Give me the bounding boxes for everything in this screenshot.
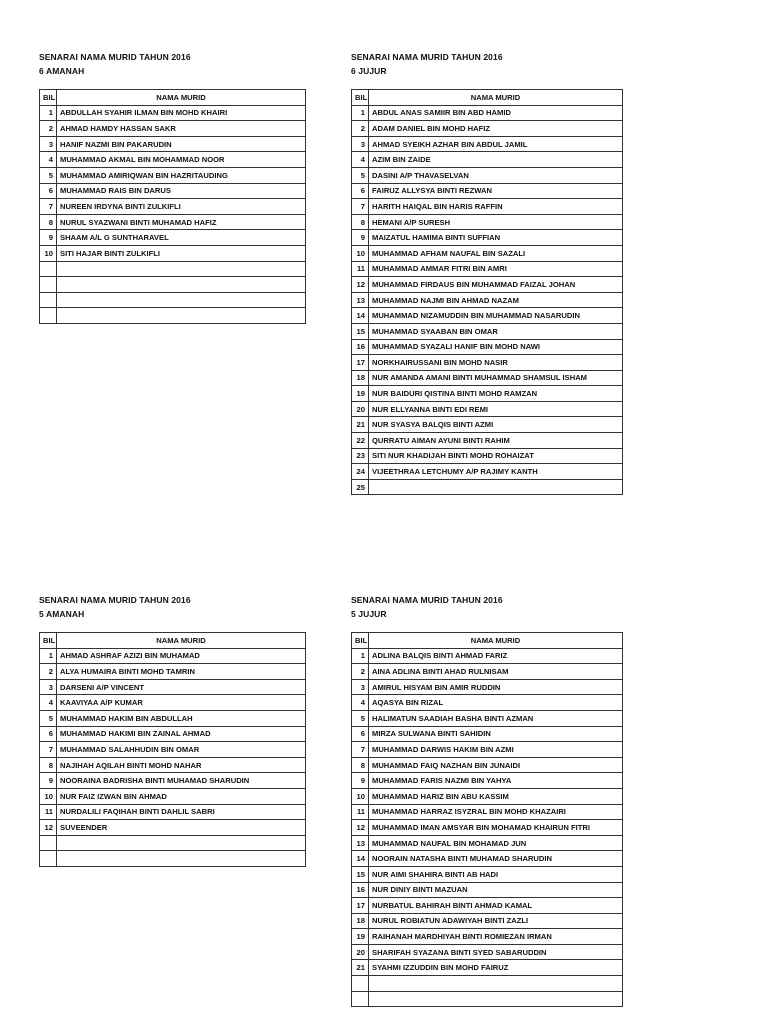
student-name: NUREEN IRDYNA BINTI ZULKIFLI: [57, 199, 306, 215]
table-header: [352, 633, 623, 649]
student-name: RAIHANAH MARDHIYAH BINTI ROMIEZAN IRMAN: [369, 929, 623, 945]
table-row: [40, 121, 306, 137]
student-name: MUHAMMAD FARIS NAZMI BIN YAHYA: [369, 773, 623, 789]
table-row: [352, 417, 623, 433]
row-number: 7: [40, 199, 57, 215]
table-row: [352, 991, 623, 1007]
row-number: 4: [40, 152, 57, 168]
table-row: [40, 773, 306, 789]
table-row: [352, 183, 623, 199]
table-row: [40, 152, 306, 168]
row-number: 3: [352, 679, 369, 695]
table-row: [352, 757, 623, 773]
student-name: SHAAM A/L G SUNTHARAVEL: [57, 230, 306, 246]
table-row: [352, 835, 623, 851]
table-row: [352, 866, 623, 882]
student-name: SHARIFAH SYAZANA BINTI SYED SABARUDDIN: [369, 944, 623, 960]
table-row: [352, 339, 623, 355]
student-name: AINA ADLINA BINTI AHAD RULNISAM: [369, 664, 623, 680]
header-nama-murid: NAMA MURID: [57, 633, 306, 649]
student-name: NOORAIN NATASHA BINTI MUHAMAD SHARUDIN: [369, 851, 623, 867]
table-row: [40, 742, 306, 758]
row-number: 18: [352, 370, 369, 386]
student-name: MUHAMMAD FAIQ NAZHAN BIN JUNAIDI: [369, 757, 623, 773]
table-row: [40, 308, 306, 324]
row-number: 8: [352, 214, 369, 230]
table-row: [352, 308, 623, 324]
table-row: [352, 726, 623, 742]
table-row: [352, 323, 623, 339]
student-name: MUHAMMAD SALAHHUDIN BIN OMAR: [57, 742, 306, 758]
row-number: 5: [40, 710, 57, 726]
document-title: SENARAI NAMA MURID TAHUN 2016: [351, 52, 503, 62]
table-row: [40, 664, 306, 680]
row-number: 21: [352, 960, 369, 976]
class-name: 6 JUJUR: [351, 66, 387, 76]
student-name: NURBATUL BAHIRAH BINTI AHMAD KAMAL: [369, 898, 623, 914]
row-number: 1: [40, 105, 57, 121]
student-name: NUR DINIY BINTI MAZUAN: [369, 882, 623, 898]
student-name: NURUL SYAZWANI BINTI MUHAMAD HAFIZ: [57, 214, 306, 230]
table-row: [352, 199, 623, 215]
table-header: [352, 90, 623, 106]
row-number: 17: [352, 898, 369, 914]
student-name: SUVEENDER: [57, 820, 306, 836]
row-number: 1: [352, 105, 369, 121]
row-number: 25: [352, 479, 369, 495]
table-row: [352, 292, 623, 308]
table-row: [352, 773, 623, 789]
table-row: [40, 167, 306, 183]
table-row: [352, 648, 623, 664]
student-name: NURUL ROBIATUN ADAWIYAH BINTI ZAZLI: [369, 913, 623, 929]
table-row: [40, 851, 306, 867]
table-row: [352, 261, 623, 277]
row-number: 7: [352, 742, 369, 758]
row-number: 15: [352, 323, 369, 339]
document-title: SENARAI NAMA MURID TAHUN 2016: [39, 52, 191, 62]
student-name: [57, 261, 306, 277]
document-title: SENARAI NAMA MURID TAHUN 2016: [351, 595, 503, 605]
table-row: [352, 277, 623, 293]
row-number: 2: [352, 664, 369, 680]
student-name: AHMAD ASHRAF AZIZI BIN MUHAMAD: [57, 648, 306, 664]
row-number: 7: [352, 199, 369, 215]
row-number: 8: [40, 214, 57, 230]
row-number: 16: [352, 339, 369, 355]
student-name: NUR FAIZ IZWAN BIN AHMAD: [57, 788, 306, 804]
table-row: [40, 835, 306, 851]
row-number: 5: [40, 167, 57, 183]
table-row: [40, 183, 306, 199]
row-number: [40, 835, 57, 851]
student-name: MAIZATUL HAMIMA BINTI SUFFIAN: [369, 230, 623, 246]
student-name: AHMAD SYEIKH AZHAR BIN ABDUL JAMIL: [369, 136, 623, 152]
student-name: KAAVIYAA A/P KUMAR: [57, 695, 306, 711]
row-number: 16: [352, 882, 369, 898]
row-number: 22: [352, 433, 369, 449]
table-row: [352, 664, 623, 680]
row-number: [40, 292, 57, 308]
student-name: AMIRUL HISYAM BIN AMIR RUDDIN: [369, 679, 623, 695]
student-name: MUHAMMAD AKMAL BIN MOHAMMAD NOOR: [57, 152, 306, 168]
row-number: 10: [40, 788, 57, 804]
student-name: HARITH HAIQAL BIN HARIS RAFFIN: [369, 199, 623, 215]
row-number: 12: [352, 277, 369, 293]
row-number: 3: [352, 136, 369, 152]
table-row: [352, 152, 623, 168]
student-name: NUR AIMI SHAHIRA BINTI AB HADI: [369, 866, 623, 882]
student-name: QURRATU AIMAN AYUNI BINTI RAHIM: [369, 433, 623, 449]
table-row: [40, 261, 306, 277]
table-row: [352, 804, 623, 820]
table-row: [352, 851, 623, 867]
row-number: 4: [40, 695, 57, 711]
row-number: 23: [352, 448, 369, 464]
row-number: [40, 261, 57, 277]
student-name: ALYA HUMAIRA BINTI MOHD TAMRIN: [57, 664, 306, 680]
row-number: 10: [352, 788, 369, 804]
student-name: HANIF NAZMI BIN PAKARUDIN: [57, 136, 306, 152]
table-row: [352, 370, 623, 386]
student-name: NAJIHAH AQILAH BINTI MOHD NAHAR: [57, 757, 306, 773]
list-5-amanah: [39, 593, 306, 867]
row-number: 14: [352, 308, 369, 324]
student-name: MUHAMMAD HARRAZ ISYZRAL BIN MOHD KHAZAIRI: [369, 804, 623, 820]
student-table: [351, 89, 623, 495]
student-name: MUHAMMAD SYAZALI HANIF BIN MOHD NAWI: [369, 339, 623, 355]
row-number: 9: [40, 230, 57, 246]
row-number: 19: [352, 929, 369, 945]
table-row: [40, 820, 306, 836]
row-number: [352, 976, 369, 992]
table-row: [40, 136, 306, 152]
student-name: MUHAMMAD AMMAR FITRI BIN AMRI: [369, 261, 623, 277]
table-row: [352, 976, 623, 992]
row-number: 5: [352, 710, 369, 726]
student-name: NUR ELLYANNA BINTI EDI REMI: [369, 401, 623, 417]
row-number: 4: [352, 695, 369, 711]
table-row: [352, 913, 623, 929]
row-number: [40, 851, 57, 867]
student-name: MIRZA SULWANA BINTI SAHIDIN: [369, 726, 623, 742]
student-name: SITI NUR KHADIJAH BINTI MOHD ROHAIZAT: [369, 448, 623, 464]
table-row: [352, 820, 623, 836]
row-number: 9: [40, 773, 57, 789]
student-name: SYAHMI IZZUDDIN BIN MOHD FAIRUZ: [369, 960, 623, 976]
table-row: [352, 386, 623, 402]
student-name: MUHAMMAD RAIS BIN DARUS: [57, 183, 306, 199]
table-row: [40, 230, 306, 246]
row-number: 3: [40, 136, 57, 152]
row-number: 5: [352, 167, 369, 183]
row-number: 6: [352, 726, 369, 742]
row-number: 1: [352, 648, 369, 664]
table-row: [352, 245, 623, 261]
row-number: 17: [352, 355, 369, 371]
row-number: 6: [352, 183, 369, 199]
table-header: [40, 90, 306, 106]
row-number: [40, 277, 57, 293]
row-number: 2: [40, 121, 57, 137]
table-row: [40, 726, 306, 742]
row-number: 8: [352, 757, 369, 773]
header-bil: BIL: [40, 90, 57, 106]
table-row: [352, 479, 623, 495]
student-name: DASINI A/P THAVASELVAN: [369, 167, 623, 183]
row-number: 11: [352, 804, 369, 820]
table-row: [352, 898, 623, 914]
row-number: 8: [40, 757, 57, 773]
table-row: [352, 167, 623, 183]
row-number: 18: [352, 913, 369, 929]
class-name: 6 AMANAH: [39, 66, 85, 76]
student-name: NUR SYASYA BALQIS BINTI AZMI: [369, 417, 623, 433]
list-6-jujur: [351, 50, 623, 495]
table-row: [352, 710, 623, 726]
table-row: [352, 433, 623, 449]
row-number: [352, 991, 369, 1007]
table-row: [40, 199, 306, 215]
student-name: MUHAMMAD DARWIS HAKIM BIN AZMI: [369, 742, 623, 758]
student-name: ABDULLAH SYAHIR ILMAN BIN MOHD KHAIRI: [57, 105, 306, 121]
student-name: DARSENI A/P VINCENT: [57, 679, 306, 695]
table-row: [352, 695, 623, 711]
row-number: 11: [40, 804, 57, 820]
table-row: [40, 292, 306, 308]
header-nama-murid: NAMA MURID: [369, 90, 623, 106]
row-number: 21: [352, 417, 369, 433]
row-number: 13: [352, 835, 369, 851]
row-number: 10: [352, 245, 369, 261]
student-name: MUHAMMAD HAKIM BIN ABDULLAH: [57, 710, 306, 726]
header-bil: BIL: [352, 633, 369, 649]
row-number: 12: [40, 820, 57, 836]
student-name: NURDALILI FAQIHAH BINTI DAHLIL SABRI: [57, 804, 306, 820]
student-name: NORKHAIRUSSANI BIN MOHD NASIR: [369, 355, 623, 371]
header-nama-murid: NAMA MURID: [57, 90, 306, 106]
table-row: [40, 679, 306, 695]
table-row: [352, 960, 623, 976]
class-name: 5 AMANAH: [39, 609, 85, 619]
row-number: 4: [352, 152, 369, 168]
row-number: 2: [352, 121, 369, 137]
student-name: ADLINA BALQIS BINTI AHMAD FARIZ: [369, 648, 623, 664]
row-number: 1: [40, 648, 57, 664]
row-number: 13: [352, 292, 369, 308]
student-name: MUHAMMAD NAUFAL BIN MOHAMAD JUN: [369, 835, 623, 851]
row-number: 7: [40, 742, 57, 758]
student-name: AHMAD HAMDY HASSAN SAKR: [57, 121, 306, 137]
student-name: MUHAMMAD FIRDAUS BIN MUHAMMAD FAIZAL JOHAN: [369, 277, 623, 293]
table-header: [40, 633, 306, 649]
table-row: [40, 757, 306, 773]
student-name: [57, 292, 306, 308]
table-row: [352, 464, 623, 480]
student-name: [57, 851, 306, 867]
table-row: [40, 245, 306, 261]
student-name: MUHAMMAD AFHAM NAUFAL BIN SAZALI: [369, 245, 623, 261]
row-number: 11: [352, 261, 369, 277]
student-name: HALIMATUN SAADIAH BASHA BINTI AZMAN: [369, 710, 623, 726]
class-name: 5 JUJUR: [351, 609, 387, 619]
student-name: [57, 835, 306, 851]
header-nama-murid: NAMA MURID: [369, 633, 623, 649]
student-name: SITI HAJAR BINTI ZULKIFLI: [57, 245, 306, 261]
row-number: 2: [40, 664, 57, 680]
student-name: VIJEETHRAA LETCHUMY A/P RAJIMY KANTH: [369, 464, 623, 480]
student-name: MUHAMMAD NIZAMUDDIN BIN MUHAMMAD NASARUDIN: [369, 308, 623, 324]
student-name: ABDUL ANAS SAMIIR BIN ABD HAMID: [369, 105, 623, 121]
student-table: [39, 89, 306, 324]
table-row: [40, 788, 306, 804]
table-row: [352, 679, 623, 695]
student-name: [57, 308, 306, 324]
row-number: 3: [40, 679, 57, 695]
student-table: [351, 632, 623, 1007]
table-row: [352, 929, 623, 945]
table-row: [352, 230, 623, 246]
row-number: 9: [352, 230, 369, 246]
row-number: 24: [352, 464, 369, 480]
table-row: [352, 121, 623, 137]
student-name: MUHAMMAD HAKIMI BIN ZAINAL AHMAD: [57, 726, 306, 742]
row-number: 12: [352, 820, 369, 836]
row-number: 15: [352, 866, 369, 882]
table-row: [352, 882, 623, 898]
table-row: [40, 277, 306, 293]
table-row: [352, 136, 623, 152]
row-number: 9: [352, 773, 369, 789]
student-name: [57, 277, 306, 293]
student-name: MUHAMMAD IMAN AMSYAR BIN MOHAMAD KHAIRUN FITRI: [369, 820, 623, 836]
table-row: [40, 214, 306, 230]
row-number: [40, 308, 57, 324]
table-row: [40, 695, 306, 711]
table-row: [40, 804, 306, 820]
table-row: [40, 648, 306, 664]
student-name: NUR BAIDURI QISTINA BINTI MOHD RAMZAN: [369, 386, 623, 402]
student-name: AQASYA BIN RIZAL: [369, 695, 623, 711]
student-name: NUR AMANDA AMANI BINTI MUHAMMAD SHAMSUL ISHAM: [369, 370, 623, 386]
student-name: FAIRUZ ALLYSYA BINTI REZWAN: [369, 183, 623, 199]
table-row: [40, 710, 306, 726]
table-row: [40, 105, 306, 121]
header-bil: BIL: [40, 633, 57, 649]
student-name: MUHAMMAD AMIRIQWAN BIN HAZRITAUDING: [57, 167, 306, 183]
table-row: [352, 742, 623, 758]
student-name: HEMANI A/P SURESH: [369, 214, 623, 230]
table-row: [352, 788, 623, 804]
table-row: [352, 448, 623, 464]
row-number: 6: [40, 726, 57, 742]
student-name: MUHAMMAD SYAABAN BIN OMAR: [369, 323, 623, 339]
student-name: [369, 479, 623, 495]
row-number: 20: [352, 944, 369, 960]
student-name: NOORAINA BADRISHA BINTI MUHAMAD SHARUDIN: [57, 773, 306, 789]
table-row: [352, 944, 623, 960]
student-name: ADAM DANIEL BIN MOHD HAFIZ: [369, 121, 623, 137]
row-number: 14: [352, 851, 369, 867]
student-name: [369, 991, 623, 1007]
student-table: [39, 632, 306, 867]
student-name: [369, 976, 623, 992]
student-name: MUHAMMAD NAJMI BIN AHMAD NAZAM: [369, 292, 623, 308]
list-6-amanah: [39, 50, 306, 324]
student-name: AZIM BIN ZAIDE: [369, 152, 623, 168]
list-5-jujur: [351, 593, 623, 1007]
row-number: 10: [40, 245, 57, 261]
table-row: [352, 105, 623, 121]
table-row: [352, 401, 623, 417]
row-number: 6: [40, 183, 57, 199]
table-row: [352, 214, 623, 230]
document-title: SENARAI NAMA MURID TAHUN 2016: [39, 595, 191, 605]
header-bil: BIL: [352, 90, 369, 106]
table-row: [352, 355, 623, 371]
row-number: 20: [352, 401, 369, 417]
student-name: MUHAMMAD HARIZ BIN ABU KASSIM: [369, 788, 623, 804]
row-number: 19: [352, 386, 369, 402]
